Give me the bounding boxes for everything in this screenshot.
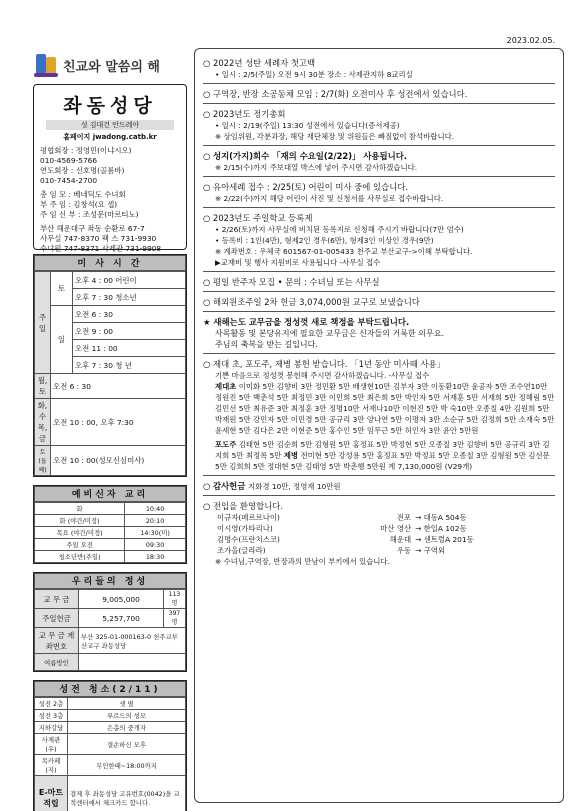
class-day: 화 (야간/미정) xyxy=(35,515,125,527)
cleaning-group: 결손하신 모후 xyxy=(67,734,185,755)
mass-time: 오전 6 : 30 xyxy=(73,306,186,323)
weekday-label: 화,수 목,금 xyxy=(35,399,51,446)
address-line: 부산 해운대구 좌동 순환로 67-7 xyxy=(40,224,145,233)
class-day: 청소년반(주일) xyxy=(35,551,125,563)
star-notice-title: ★ 새해는도 교무금을 정성껏 새로 책정을 부탁드립니다. xyxy=(203,317,410,327)
notice-item xyxy=(203,108,555,142)
offering-section xyxy=(33,572,187,672)
notices-panel xyxy=(194,48,564,803)
weekday-label: 월,토 xyxy=(35,374,51,399)
mass-time: 오전 9 : 00 xyxy=(73,323,186,340)
info-line: 부 주 임 : 김창석(요 셉) xyxy=(40,200,118,209)
offering-amount: 5,257,700 xyxy=(79,609,164,628)
welcome-row: 이시영(가타리나) 마산 영산 → 한일A 102동 xyxy=(217,524,467,533)
altar-candle-donors: 제대초 이미화 5만 김향비 3만 정민환 5만 배생현10만 김부자 3만 이동환10만 윤공자 5만 조수연10만 정원진 5만 백춘석 5만 최정민 3만 이민희 5만 최은희 5만 박인자 5만 서재훈 5만 서재희 5만 정혜림 5만 김민선 5만 최유준 3만 최정훈 3만 정명10만 서재나10만 이현진 5만 박 숙10만 오종칠 4만 김원희 5만 박재원 5만 강민자 5만 이민경 5만 공규리 3만 양나연 5만 이명자 3만 소순규 5만 김정희 5만 소재숙 5만 윤세현 5만 김다은 2만 이현준 5만 홍수인 5만 임무근 5만 허인자 3만 윤안 5만원 xyxy=(215,382,555,435)
welcome-row: 이규자(페르르나이) 전포 → 대동A 504동 xyxy=(217,513,467,522)
offering-count: 113명 xyxy=(164,590,186,609)
cleaning-area: 지하강당 xyxy=(35,722,68,734)
mass-time: 오후 4 : 00 어린이 xyxy=(73,272,186,289)
class-time: 10:40 xyxy=(125,503,186,515)
info-line: 총 임 모 : 베네딕도 수녀회 xyxy=(40,190,126,199)
welcome-row: 김명수(프란치스코) 해운대 → 센트럴A 201동 xyxy=(217,535,474,544)
thanks-offering xyxy=(203,480,555,492)
notice-item xyxy=(203,88,555,100)
address-line: 수녀원 747-8371 사제관 731-9908 xyxy=(40,244,162,253)
notice-detail: ▶교재비 및 행사 지원비로 사용됩니다 -사무실 접수 xyxy=(215,258,381,267)
cleaning-group: 루르드의 성모 xyxy=(67,710,185,722)
weekday-time: 오전 6 : 30 xyxy=(51,374,186,399)
cleaning-title: 성전 청소(2/11) xyxy=(34,681,186,697)
emart-text: 결제 후 좌동성당 고유번호(0042)을 교적센터에서 체크카드 합니다. xyxy=(67,776,185,811)
notice-item xyxy=(203,57,555,80)
cleaning-area: 목카페(지) xyxy=(35,755,68,776)
notice-title: ○ 2023년도 정기총회 xyxy=(203,109,286,119)
notice-item xyxy=(203,150,555,173)
cleaning-group: 은총의 중개자 xyxy=(67,722,185,734)
notice-detail: • 등록비 : 1인(4만), 형제2인 경우(6만), 형제3인 이상인 경우(9만) xyxy=(215,236,434,245)
notice-detail: ※ 상임위원, 각분과장, 해당 재단체장 및 위원들은 빠짐없이 참석바랍니다. xyxy=(215,132,455,141)
mass-time: 오후 7 : 30 청 년 xyxy=(73,357,186,374)
notice-detail: ※ 2/22(수)까지 해당 어린이 사진 및 신청서를 사무실로 접수바랍니다. xyxy=(215,194,444,203)
year-logo xyxy=(33,48,187,82)
class-day: 주일 오전 xyxy=(35,539,125,551)
class-time: 09:30 xyxy=(125,539,186,551)
notice-detail: ※ 계좌번호 : 우체국 601567-01-005433 천주교 부산교구->이헤 부탁합니다. xyxy=(215,247,473,256)
star-notice xyxy=(203,316,555,350)
notice-title: ○ 평일 반주자 모집 • 문의 : 수녀님 또는 사무실 xyxy=(203,277,380,287)
class-time: 18:30 xyxy=(125,551,186,563)
notice-title: ○ 성지(가지)회수 「재의 수요일(2/22)」 사용됩니다. xyxy=(203,151,407,161)
info-line: 주 임 신 부 : 조성문(마르티노) xyxy=(40,210,139,219)
cleaning-group: 샛 별 xyxy=(67,698,185,710)
class-day: 목요 (야간/미정) xyxy=(35,527,125,539)
memo-label: 여름방인 xyxy=(35,654,79,671)
mass-time: 오후 7 : 30 청소년 xyxy=(73,289,186,306)
donation-title: ○ 제대 초, 포도주, 제병 봉헌 받습니다. 「1년 동안 미사때 사용」 xyxy=(203,359,446,369)
weekday-label: 토(둘째) xyxy=(35,446,51,476)
account-number: 부산 325-01-000163-0 천주교부산교구 좌동성당 xyxy=(79,628,186,654)
info-line: 연도회장 : 신호명(골롬바) xyxy=(40,166,125,175)
notice-item xyxy=(203,296,555,308)
notice-title: ○ 해외원조주일 2차 헌금 3,074,000원 교구로 보냈습니다 xyxy=(203,297,420,307)
class-time: 14:30(미) xyxy=(125,527,186,539)
welcome-note: ※ 수녀님,구역장, 반장과의 만남이 부키에서 있습니다. xyxy=(215,557,390,566)
welcome-row: 조가을(글라라) 우동 → 구역외 xyxy=(217,546,446,555)
donation-section xyxy=(203,358,555,472)
homepage-link[interactable]: 홈페이지 jwadong.catb.kr xyxy=(63,133,157,141)
welcome-title: ○ 전입을 환영합니다. xyxy=(203,501,284,511)
catechumen-title: 예비신자 교리 xyxy=(34,486,186,502)
address-line: 사무실 747-8370 팩 스 731-9930 xyxy=(40,234,157,243)
memo-value xyxy=(79,654,186,671)
emart-label: E-마트 적립 xyxy=(35,776,68,811)
account-label: 교 무 금 계좌번호 xyxy=(35,628,79,654)
notice-item xyxy=(203,212,555,268)
star-notice-line: 주님의 축복을 받는 길입니다. xyxy=(215,340,318,349)
offering-count: 397명 xyxy=(164,609,186,628)
bible-logo-icon xyxy=(33,52,59,78)
mass-time: 오전 11 : 00 xyxy=(73,340,186,357)
notice-title: ○ 유아세례 접수 : 2/25(토) 어린이 미사 중에 있습니다. xyxy=(203,182,409,192)
church-info-box xyxy=(33,84,187,253)
weekday-time: 오전 10 : 00, 오후 7:30 xyxy=(51,399,186,446)
notice-item xyxy=(203,181,555,204)
mass-schedule xyxy=(33,254,187,477)
cleaning-area: 성전 3층 xyxy=(35,710,68,722)
cleaning-group: 무인한때~18:00까지 xyxy=(67,755,185,776)
notice-detail: • 2/26(토)까지 사무실에 비치된 등록지로 신청해 주시기 바랍니다(7만 엄수) xyxy=(215,225,464,234)
donation-sub: 기쁜 마음으로 정성껏 봉헌해 주시면 감사하겠습니다. -사무실 접수 xyxy=(215,371,430,380)
saturday-label: 토 xyxy=(51,272,73,306)
info-line: 010-7454-2700 xyxy=(40,176,98,185)
info-line: 010-4569-5766 xyxy=(40,156,98,165)
sunday-day-label: 일 xyxy=(51,306,73,374)
mass-schedule-title: 미 사 시 간 xyxy=(34,255,186,271)
notice-item xyxy=(203,276,555,288)
catechumen-class xyxy=(33,485,187,564)
notice-detail: • 일시 : 2/19(주일) 13:30 성전에서 있습니다(증서제공) xyxy=(215,121,400,130)
offering-label: 주일헌금 xyxy=(35,609,79,628)
offering-title: 우리들의 정성 xyxy=(34,573,186,589)
notice-detail: • 일시 : 2/5(주일) 오전 9시 30분 장소 : 사제관지하 8교리실 xyxy=(215,70,413,79)
notice-title: ○ 구역장, 반장 소공동체 모임 : 2/7(화) 오전미사 후 성전에서 있습니다. xyxy=(203,89,468,99)
star-notice-line: 사목활동 및 본당유지에 필요한 교무금은 신자들의 거룩한 의무요. xyxy=(215,329,444,338)
wine-donors: 포도주 김태현 5만 김순희 5만 김형원 5만 홍정표 5만 박정현 5만 오종칠 3만 김향비 5만 공규리 3만 김지희 5만 최정록 5만 제병 전미현 5만 강성용 5만 홍정표 5만 박정표 5만 오종칠 3만 김형원 5만 김선문 5만 김희희 5만 정대현 5만 김태영 5만 박춘행 5만원 계 7,130,000원 (V29개) xyxy=(215,440,550,471)
cleaning-area: 사제관(우) xyxy=(35,734,68,755)
left-column xyxy=(33,48,187,811)
info-line: 평협회장 : 정영민(이냐시오) xyxy=(40,146,132,155)
class-time: 20:10 xyxy=(125,515,186,527)
thanks-title: ○ 감사헌금 지화경 10만, 정영재 10만원 xyxy=(203,481,341,491)
patron-saint: 성 김대건 안드레아 xyxy=(46,120,174,130)
weekday-time: 오전 10 : 00(성모신심미사) xyxy=(51,446,186,476)
year-theme: 친교와 말씀의 해 xyxy=(63,59,160,75)
welcome-section xyxy=(203,500,555,567)
bulletin-date: 2023.02.05. xyxy=(506,36,555,45)
notice-title: ○ 2022년 성탄 세례자 첫고백 xyxy=(203,58,316,68)
sunday-label: 주일 xyxy=(35,272,51,374)
cleaning-area: 성전 2층 xyxy=(35,698,68,710)
cleaning-section xyxy=(33,680,187,811)
class-day: 화 xyxy=(35,503,125,515)
church-name: 좌동성당 xyxy=(63,95,157,117)
offering-label: 교 무 금 xyxy=(35,590,79,609)
notice-detail: ※ 2/15(수)까지 주보대열 박스에 넣어 주시면 감사하겠습니다. xyxy=(215,163,418,172)
offering-amount: 9,005,000 xyxy=(79,590,164,609)
notice-title: ○ 2023년도 주일학교 등록제 xyxy=(203,213,313,223)
